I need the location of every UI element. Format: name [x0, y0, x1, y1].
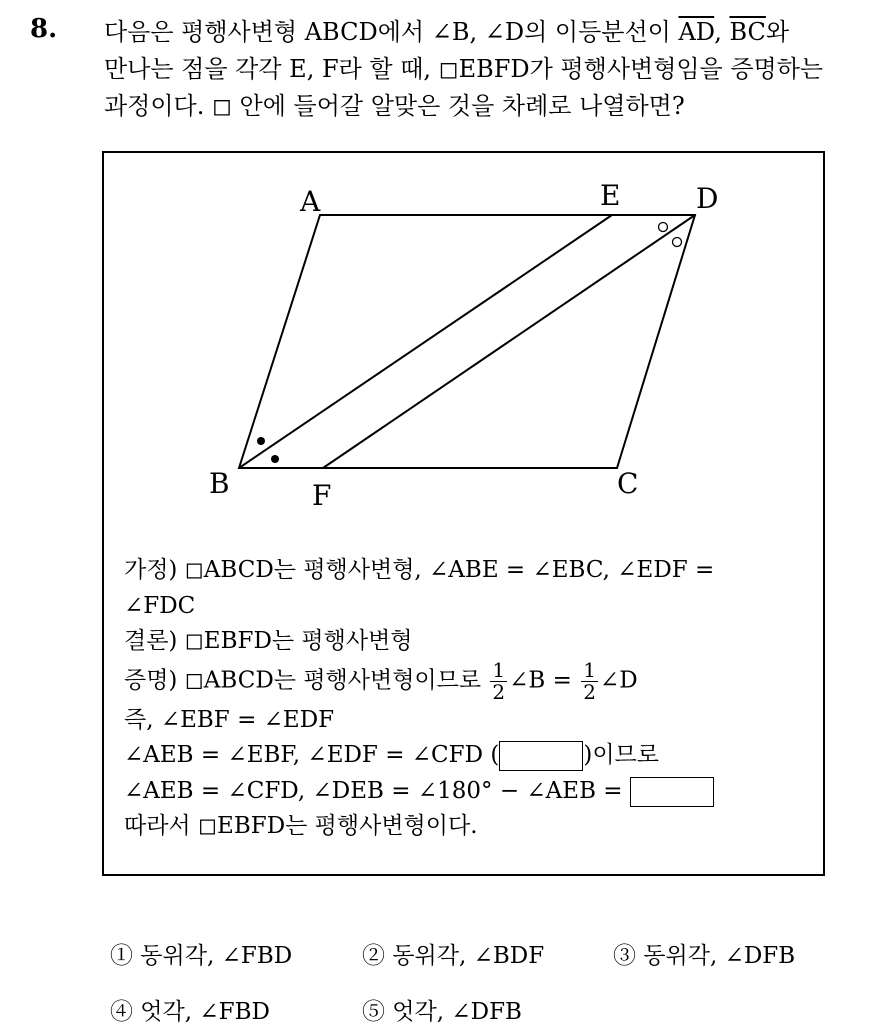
bisector-be [239, 215, 612, 468]
label-f: F [312, 479, 332, 512]
angle-mark-b-1 [257, 437, 265, 445]
problem-box [102, 151, 825, 876]
question-text [104, 14, 874, 125]
half-fraction-b [490, 657, 507, 704]
answer-blank-2 [630, 777, 714, 807]
parallelogram-abcd [239, 215, 695, 468]
choice-3[interactable]: ③ 동위각, ∠DFB [613, 943, 796, 969]
question-line-3: 과정이다. ◻ 안에 들어갈 알맞은 것을 차례로 나열하면? [104, 92, 685, 120]
aeb-line-end: )이므로 [583, 742, 659, 768]
aeb-line [124, 738, 814, 774]
question-line-2: 만나는 점을 각각 E, F라 할 때, ◻EBFD가 평행사변형임을 증명하는 [104, 55, 824, 83]
question-line-1-text: 다음은 평행사변형 ABCD에서 ∠B, ∠D의 이등분선이 [104, 18, 679, 46]
label-d: D [696, 182, 719, 215]
choice-5[interactable]: ⑤ 엇각, ∠DFB [362, 999, 522, 1025]
angle-mark-d-1 [659, 223, 668, 232]
proof-start-text: 증명) ◻ABCD는 평행사변형이므로 [124, 667, 489, 693]
label-e: E [600, 179, 621, 212]
half-fraction-d [581, 657, 598, 704]
bisector-df [323, 215, 695, 468]
fraction-denominator: 2 [492, 679, 506, 704]
question-line-1 [104, 14, 874, 51]
cfd-line-text: ∠AEB = ∠CFD, ∠DEB = ∠180° − ∠AEB = [124, 777, 630, 804]
parallelogram-figure [104, 153, 823, 533]
conclusion-line: 결론) ◻EBFD는 평행사변형 [124, 628, 413, 654]
question-line-1-tail: 와 [765, 18, 790, 46]
proof-text [124, 553, 814, 845]
answer-blank-1 [499, 741, 583, 771]
angle-b-text: ∠B = [509, 667, 580, 693]
choice-2[interactable]: ② 동위각, ∠BDF [362, 943, 545, 969]
choice-4[interactable]: ④ 엇각, ∠FBD [110, 999, 270, 1025]
angle-mark-b-2 [271, 455, 279, 463]
final-line: 따라서 ◻EBFD는 평행사변형이다. [124, 813, 478, 839]
angle-mark-d-2 [673, 238, 682, 247]
cfd-line [124, 774, 814, 810]
angle-d-text: ∠D [599, 667, 638, 693]
fraction-numerator: 1 [492, 657, 506, 682]
choice-1[interactable]: ① 동위각, ∠FBD [110, 943, 293, 969]
fraction-denominator: 2 [583, 679, 596, 704]
assumption-line: 가정) ◻ABCD는 평행사변형, ∠ABE = ∠EBC, ∠EDF = [124, 557, 715, 583]
label-b: B [209, 467, 230, 500]
ebf-line: 즉, ∠EBF = ∠EDF [124, 706, 335, 733]
segment-ad: $\overline{AD}$ [678, 18, 715, 46]
label-a: A [300, 185, 321, 218]
proof-start-line [124, 657, 814, 704]
fraction-numerator: 1 [583, 657, 596, 682]
segment-separator: , [714, 18, 730, 46]
label-c: C [617, 467, 639, 500]
assumption-continued: ∠FDC [124, 592, 196, 619]
question-number: 8. [30, 14, 58, 44]
segment-bc: $\overline{BC}$ [729, 18, 766, 46]
aeb-line-start: ∠AEB = ∠EBF, ∠EDF = ∠CFD ( [124, 742, 500, 768]
